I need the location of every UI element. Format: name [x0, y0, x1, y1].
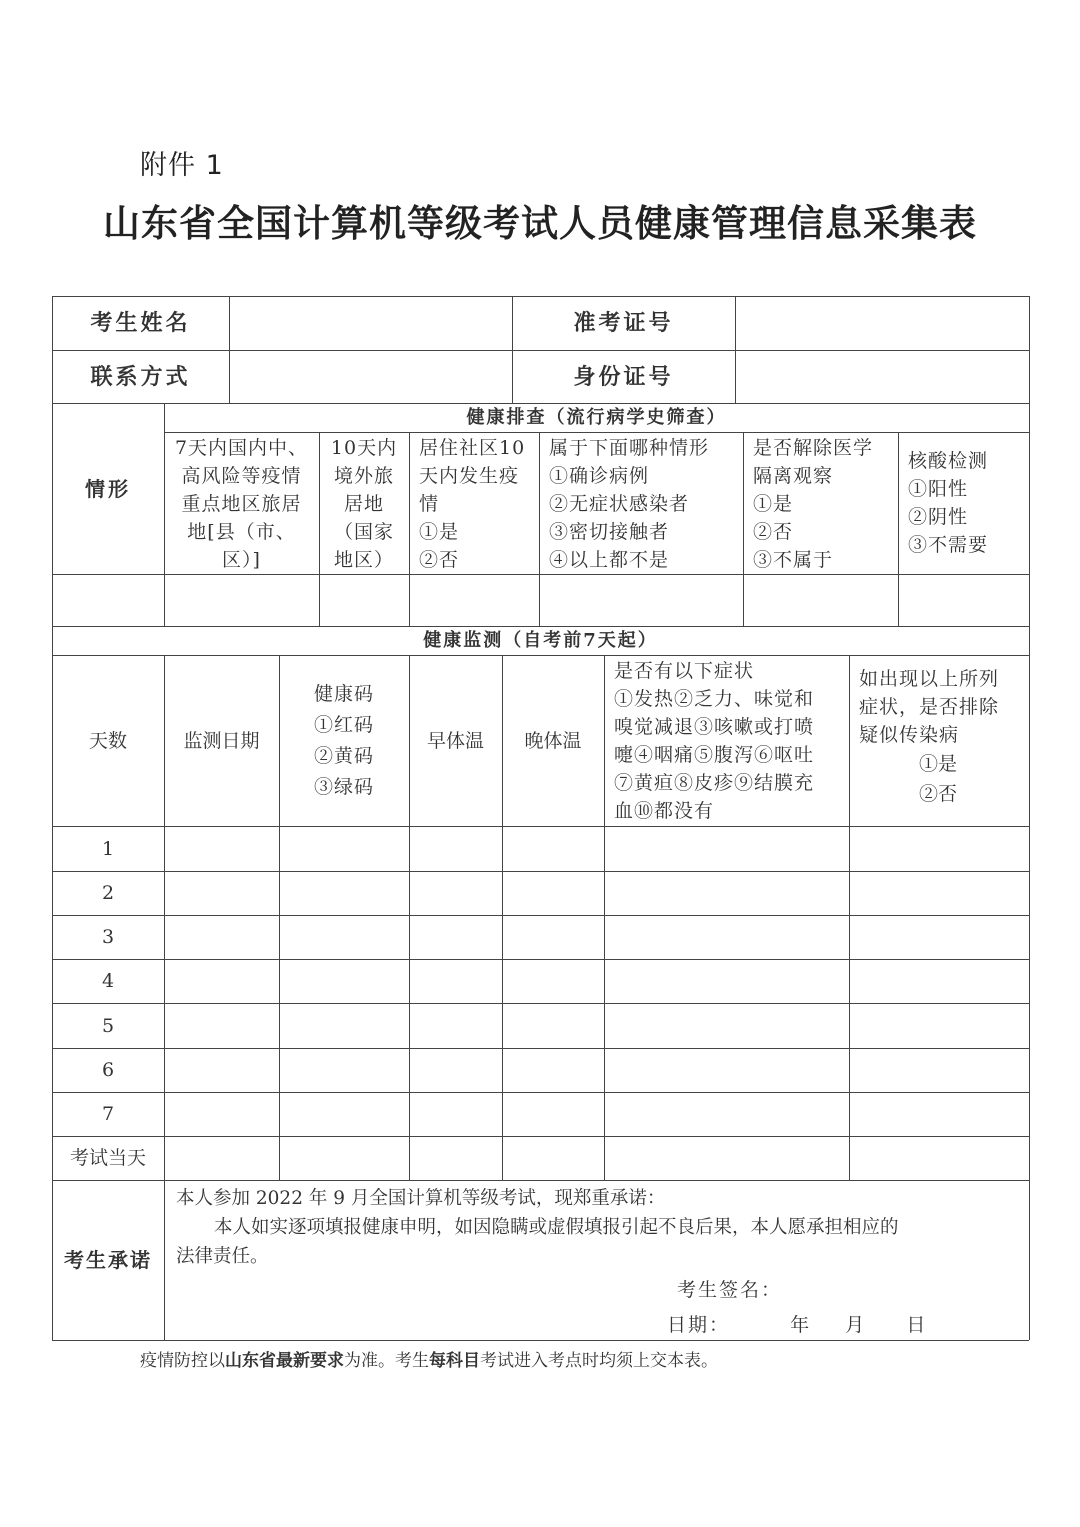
header-exclude-disease: [849, 655, 1029, 826]
pledge-date: [667, 1311, 1027, 1341]
pledge-label: 考生承诺: [64, 1248, 152, 1272]
day-row-label: 1: [101, 837, 115, 860]
signature-field[interactable]: [767, 1276, 1007, 1306]
date-month: 月: [845, 1314, 865, 1336]
date-year: 年: [790, 1314, 810, 1336]
footer-text: 为准。考生: [344, 1351, 429, 1371]
id-field[interactable]: [735, 350, 1029, 403]
pledge-line-1: 本人参加 2022 年 9 月全国计算机等级考试，现郑重承诺：: [176, 1188, 666, 1209]
header-symptoms: 是否有以下症状 ①发热②乏力、味觉和 嗅觉减退③咳嗽或打喷 嚏④咽痛⑤腹泻⑥呕吐 ⑦黄疸⑧皮疹⑨结膜充 血⑩都没有: [614, 660, 815, 822]
screening-answer-domestic[interactable]: [164, 574, 319, 626]
footer-text: 考试进入考点时均须上交本表。: [480, 1351, 718, 1371]
footer-text: 疫情防控以: [140, 1351, 225, 1371]
date-day: 日: [906, 1314, 926, 1336]
header-evening-temp: 晚体温: [524, 729, 582, 752]
pledge-line-2: 本人如实逐项填报健康申明，如因隐瞒或虚假填报引起不良后果，本人愿承担相应的: [214, 1217, 899, 1238]
screening-col-domestic-risk: 7天内国内中、 高风险等疫情 重点地区旅居 地[县（市、 区）]: [174, 437, 309, 571]
screening-answer-blank: [52, 574, 164, 626]
header-monitor-date: 监测日期: [183, 729, 260, 752]
screening-col-quarantine: 是否解除医学 隔离观察 ①是 ②否 ③不属于: [753, 437, 874, 571]
form-table: [52, 296, 1029, 1340]
monitoring-section-title: 健康监测（自考前7天起）: [423, 629, 658, 651]
screening-col-case-type: 属于下面哪种情形 ①确诊病例 ②无症状感染者 ③密切接触者 ④以上都不是: [549, 437, 710, 571]
screening-section-title: 健康排查（流行病学史筛查）: [466, 406, 727, 428]
name-field[interactable]: [229, 296, 512, 350]
exclude-option-yes: ①是: [918, 753, 957, 775]
footer-note: [140, 1346, 718, 1371]
header-health-code: 健康码 ①红码 ②黄码 ③绿码: [313, 682, 374, 798]
day-row-label: 5: [101, 1014, 115, 1037]
screening-answer-overseas[interactable]: [319, 574, 409, 626]
exam-day-row-label: 考试当天: [69, 1147, 146, 1169]
attachment-label: 附件 1: [140, 150, 224, 181]
day-row-label: 4: [101, 970, 115, 992]
ticket-field[interactable]: [735, 296, 1029, 350]
day-row-label: 7: [101, 1103, 115, 1125]
screening-answer-case-type[interactable]: [539, 574, 743, 626]
exclude-question: 如出现以上所列 症状，是否排除 疑似传染病: [859, 668, 1000, 746]
day-row-label: 2: [101, 882, 115, 904]
footer-emphasis: 每科目: [429, 1351, 480, 1371]
header-morning-temp: 早体温: [426, 729, 484, 752]
id-label: 身份证号: [573, 363, 674, 390]
name-label: 考生姓名: [90, 310, 191, 336]
screening-col-overseas: 10天内 境外旅 居地 （国家 地区）: [330, 437, 398, 571]
form-title: 山东省全国计算机等级考试人员健康管理信息采集表: [103, 201, 977, 245]
day-row-label: 3: [101, 926, 115, 948]
footer-emphasis: 山东省最新要求: [225, 1351, 344, 1371]
screening-answer-community[interactable]: [409, 574, 539, 626]
contact-field[interactable]: [229, 350, 512, 403]
ticket-label: 准考证号: [573, 310, 674, 336]
pledge-line-3: 法律责任。: [176, 1246, 269, 1267]
screening-answer-nucleic[interactable]: [898, 574, 1029, 626]
screening-answer-quarantine[interactable]: [743, 574, 898, 626]
exclude-option-no: ②否: [918, 783, 957, 805]
situation-label: 情形: [85, 476, 131, 501]
screening-col-community: 居住社区10 天内发生疫 情 ①是 ②否: [419, 437, 526, 571]
screening-col-nucleic: 核酸检测 ①阳性 ②阴性 ③不需要: [908, 450, 989, 556]
day-row-label: 6: [101, 1059, 115, 1081]
date-label: 日期：: [667, 1314, 731, 1336]
signature-label: 考生签名：: [677, 1279, 783, 1301]
header-days: 天数: [88, 729, 127, 752]
contact-label: 联系方式: [90, 363, 191, 390]
